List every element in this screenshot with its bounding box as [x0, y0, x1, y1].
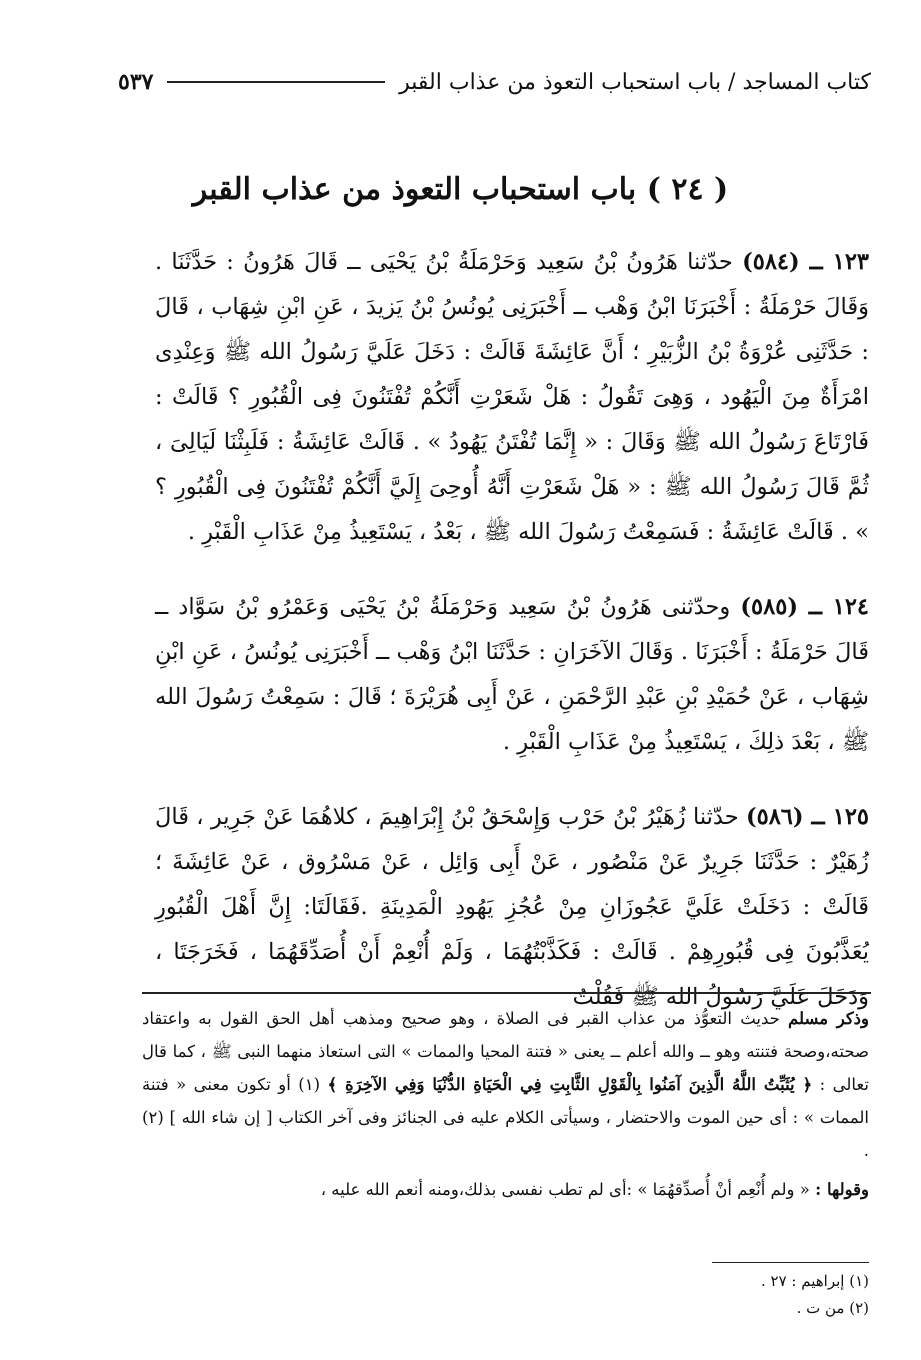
- footnotes: [600, 1268, 869, 1322]
- commentary-separator: [142, 992, 871, 994]
- commentary: [142, 1002, 869, 1206]
- commentary-lead: وقولها :: [815, 1180, 869, 1199]
- hadith-number: ١٢٥ ــ (٥٨٦): [745, 804, 870, 830]
- chapter-title: ( ٢٤ ) باب استحباب التعوذ من عذاب القبر: [192, 172, 729, 207]
- hadith-text: وحدّثنى هَرُونُ بْنُ سَعِيد وَحَرْمَلَةُ بْنُ يَحْيَى وَعَمْرُو بْنُ سَوَّاد ــ قَالَ حَرْمَلَةُ : أَخْبَرَنَا . وَقَالَ الآخَرَانِ : حَدَّثَنَا ابْنُ وَهْب ــ أَخْبَرَنِى يُونُسُ ، عَنِ ابْنِ شِهَاب ، عَنْ حُمَيْدِ بْنِ عَبْدِ الرَّحْمَنِ ، عَنْ أَبِى هُرَيْرَةَ ؛ قَالَ : سَمِعْتُ رَسُولَ الله ﷺ ، بَعْدَ ذلِكَ ، يَسْتَعِيذُ مِنْ عَذَابِ الْقَبْرِ .: [155, 594, 869, 755]
- quran-verse: ﴿ يُثَبِّتُ اللَّهُ الَّذِينَ آمَنُوا بِالْقَوْلِ الثَّابِتِ فِي الْحَيَاةِ الدُّنْيَا وَفِي الآخِرَةِ ﴾: [327, 1075, 813, 1094]
- hadith-text: حدّثنا هَرُونُ بْنُ سَعِيد وَحَرْمَلَةُ بْنُ يَحْيَى ــ قَالَ هَرُونُ : حَدَّثَنَا . وَقَالَ حَرْمَلَةُ : أَخْبَرَنَا ابْنُ وَهْب ــ أَخْبَرَنِى يُونُسُ بْنُ يَزيدَ ، عَنِ ابْنِ شِهَاب ، قَالَ : حَدَّثَنِى عُرْوَةُ بْنُ الزُّبَيْرِ ؛ أَنَّ عَائِشَةَ قَالَتْ : دَخَلَ عَلَيَّ رَسُولُ الله ﷺ وَعِنْدِى امْرَأَةٌ مِنَ الْيَهُود ، وَهِىَ تَقُولُ : هَلْ شَعَرْتِ أَنَّكُمْ تُفْتَنُونَ فِى الْقُبُورِ ؟ قَالَتْ : فَارْتَاعَ رَسُولُ الله ﷺ وَقَالَ : « إِنَّمَا تُفْتَنُ يَهُودُ » . قَالَتْ عَائِشَةُ : فَلَبِثْنَا لَيَالِىَ ، ثُمَّ قَالَ رَسُولُ الله ﷺ : « هَلْ شَعَرْتِ أَنَّهُ أُوحِىَ إِلَيَّ أَنَّكُمْ تُفْتَنُونَ فِى الْقُبُورِ ؟ » . قَالَتْ عَائِشَةُ : فَسَمِعْتُ رَسُولَ الله ﷺ ، بَعْدُ ، يَسْتَعِيذُ مِنْ عَذَابِ الْقَبْرِ .: [155, 249, 869, 545]
- hadith-number: ١٢٣ ــ (٥٨٤): [742, 249, 869, 275]
- commentary-text: حديث التعوُّذ من عذاب القبر فى الصلاة ، وهو صحيح ومذهب أهل الحق القول به واعتقاد صحته،وصحة فتنته وهو ــ والله أعلم ــ يعنى « فتنة المحيا والممات » التى استعاذ منهما النبى ﷺ ، كما قال تعالى :: [142, 1009, 869, 1094]
- footnote: (١) إبراهيم : ٢٧ .: [760, 1272, 869, 1290]
- commentary-text: (١) أو تكون معنى « فتنة الممات » : أى حين الموت والاحتضار ، وسيأتى الكلام عليه فى الجنائز وفى آخر الكتاب [ إن شاء الله ] (٢) .: [142, 1075, 869, 1160]
- footnote: (٢) من ت .: [796, 1299, 869, 1317]
- running-header: [118, 60, 871, 104]
- hadith-number: ١٢٤ ــ (٥٨٥): [740, 594, 869, 620]
- page-number: ٥٣٧: [118, 69, 154, 95]
- commentary-lead: وذكر مسلم: [788, 1009, 870, 1028]
- hadith-text: حدّثنا زُهَيْرُ بْنُ حَرْب وَإِسْحَقُ بْنُ إِبْرَاهِيمَ ، كلاهُمَا عَنْ جَرِير ، قَالَ زُهَيْرٌ : حَدَّثَنَا جَرِيرٌ عَنْ مَنْصُور ، عَنْ أَبِى وَائِل ، عَنْ مَسْرُوق ، عَنْ عَائِشَةَ ؛ قَالَتْ : دَخَلَتْ عَلَيَّ عَجُوزَانِ مِنْ عُجُزِ يَهُودِ الْمَدِينَةِ .فَقَالَتَا: إِنَّ أَهْلَ الْقُبُورِ يُعَذَّبُونَ فِى قُبُورِهِمْ . قَالَتْ : فَكَذَّبْتُهُمَا ، وَلَمْ أُنْعِمْ أَنْ أُصَدِّقَهُمَا ، فَخَرَجَتَا ، وَدَخَلَ عَلَيَّ رَسُولُ الله ﷺ فَقُلْتُ: [155, 804, 869, 1010]
- hadith-paragraph: [155, 795, 869, 1020]
- commentary-paragraph: [142, 1173, 869, 1206]
- commentary-text: « ولم أُنْعِم أنْ أُصدِّقهُمَا » :أى لم تطب نفسى بذلك،ومنه أنعم الله عليه ،: [320, 1180, 810, 1199]
- running-title: كتاب المساجد / باب استحباب التعوذ من عذاب القبر: [399, 69, 871, 95]
- commentary-paragraph: [142, 1002, 869, 1167]
- footnote-separator: [712, 1262, 869, 1263]
- hadith-paragraph: [155, 585, 869, 765]
- header-rule: [167, 81, 385, 83]
- hadith-paragraph: [155, 240, 869, 555]
